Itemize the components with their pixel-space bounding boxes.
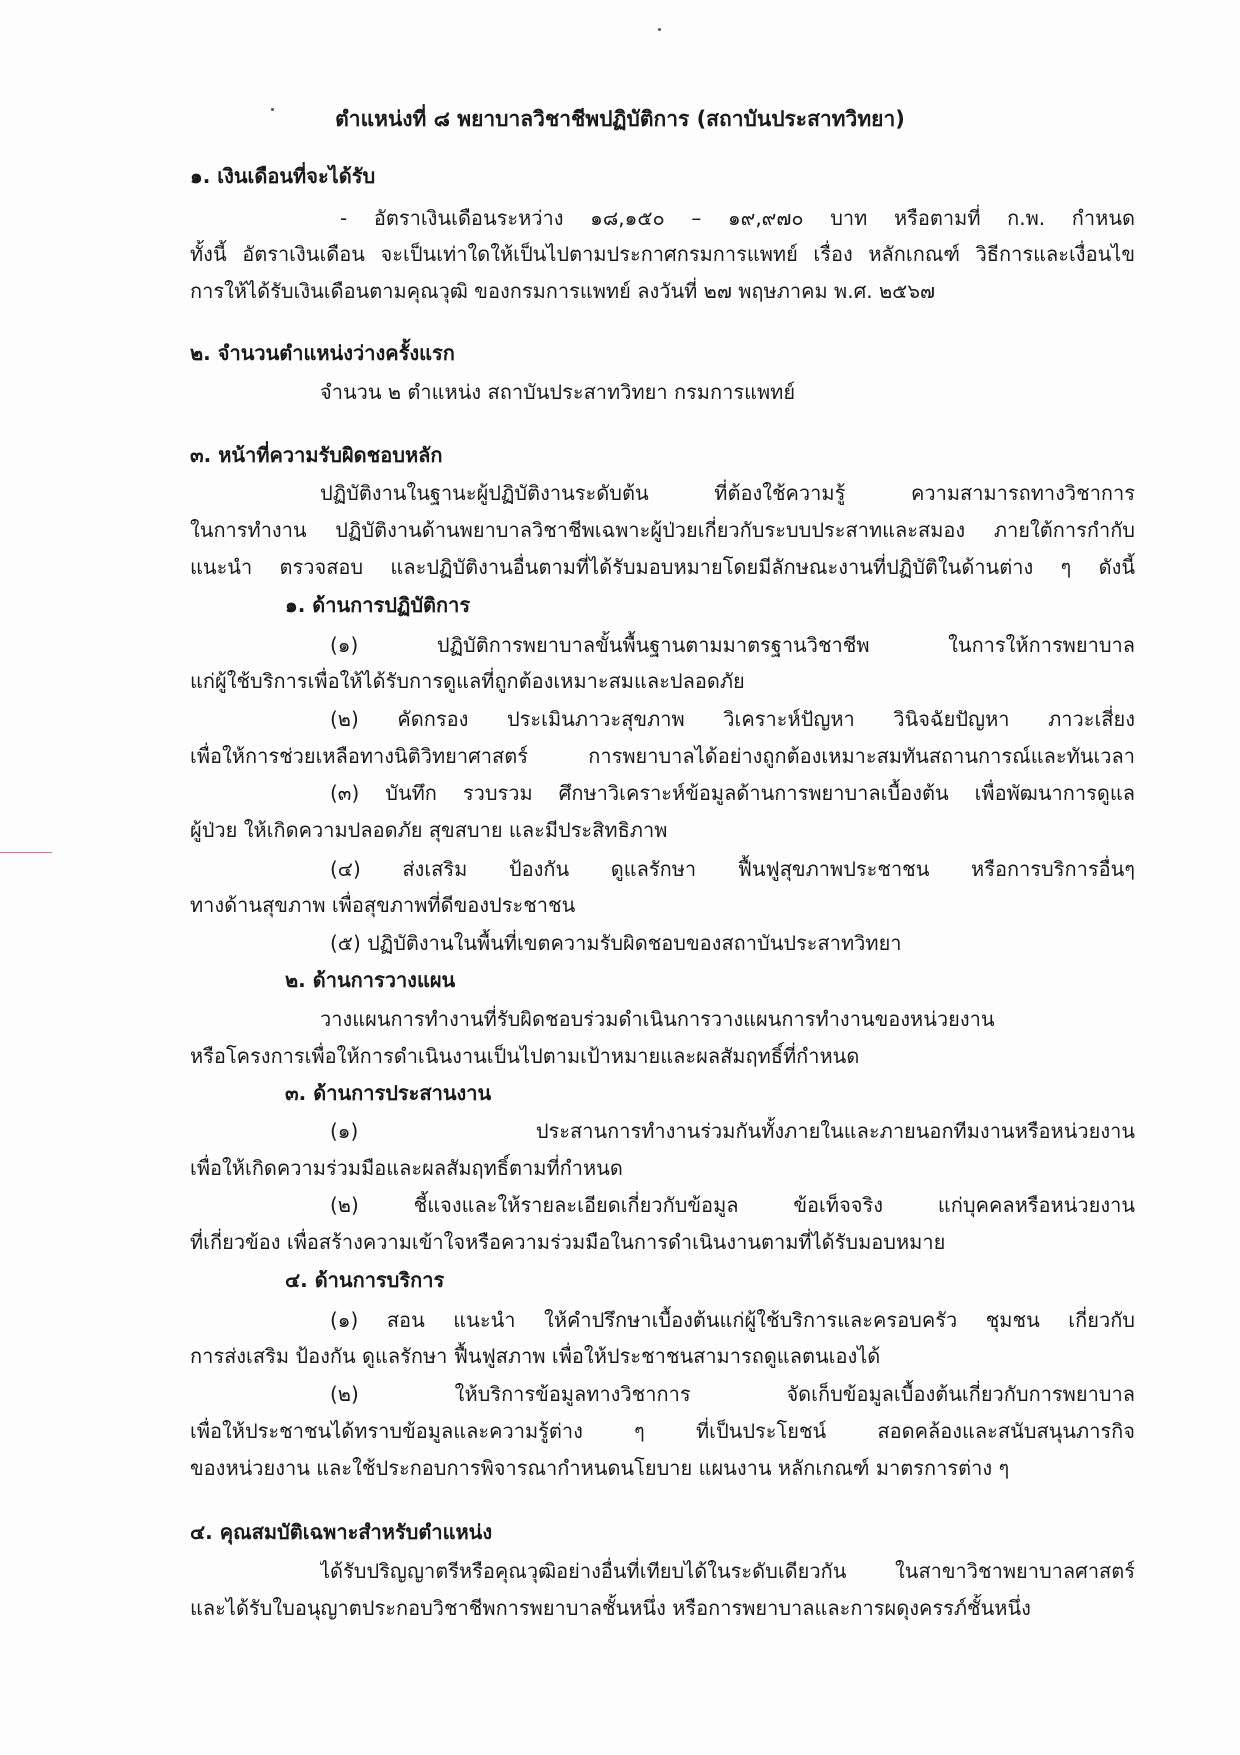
subsection-1-line: (๓) บันทึก รวบรวม ศึกษาวิเคราะห์ข้อมูลด้านการพยาบาลเบื้องต้น เพื่อพัฒนาการดูแล [330,781,1135,805]
subsection-3-line: ที่เกี่ยวข้อง เพื่อสร้างความเข้าใจหรือความร่วมมือในการดำเนินงานตามที่ได้รับมอบหมาย [190,1230,946,1254]
subsection-1-line: ผู้ป่วย ให้เกิดความปลอดภัย สุขสบาย และมีประสิทธิภาพ [190,818,668,842]
section-3-intro-line: ปฏิบัติงานในฐานะผู้ปฏิบัติงานระดับต้น ที่ต้องใช้ความรู้ ความสามารถทางวิชาการ [320,481,1135,505]
subsection-1-line: ทางด้านสุขภาพ เพื่อสุขภาพที่ดีของประชาชน [190,893,576,917]
section-3-heading: ๓. หน้าที่ความรับผิดชอบหลัก [190,443,443,467]
subsection-3-line: เพื่อให้เกิดความร่วมมือและผลสัมฤทธิ์ตามที่กำหนด [190,1156,623,1180]
section-1-heading: ๑. เงินเดือนที่จะได้รับ [190,164,376,188]
subsection-4-line: การส่งเสริม ป้องกัน ดูแลรักษา ฟื้นฟูสภาพ เพื่อให้ประชาชนสามารถดูแลตนเองได้ [190,1344,881,1368]
scan-speck [658,28,661,31]
subsection-2-heading: ๒. ด้านการวางแผน [285,968,456,992]
subsection-4-line: เพื่อให้ประชาชนได้ทราบข้อมูลและความรู้ต่าง ๆ ที่เป็นประโยชน์ สอดคล้องและสนับสนุนภารกิจ [190,1419,1135,1443]
subsection-4-line: ของหน่วยงาน และใช้ประกอบการพิจารณากำหนดนโยบาย แผนงาน หลักเกณฑ์ มาตรการต่าง ๆ [190,1456,1010,1480]
section-1-line: - อัตราเงินเดือนระหว่าง ๑๘,๑๕๐ – ๑๙,๙๗๐ บาท หรือตามที่ ก.พ. กำหนด [340,206,1135,230]
section-3-intro-line: ในการทำงาน ปฏิบัติงานด้านพยาบาลวิชาชีพเฉพาะผู้ป่วยเกี่ยวกับระบบประสาทและสมอง ภายใต้การกำกับ [190,518,1135,542]
margin-mark [0,852,52,853]
subsection-1-line: (๑) ปฏิบัติการพยาบาลขั้นพื้นฐานตามมาตรฐานวิชาชีพ ในการให้การพยาบาล [330,633,1135,657]
subsection-4-line: (๒) ให้บริการข้อมูลทางวิชาการ จัดเก็บข้อมูลเบื้องต้นเกี่ยวกับการพยาบาล [330,1382,1135,1406]
section-1-line: ทั้งนี้ อัตราเงินเดือน จะเป็นเท่าใดให้เป็นไปตามประกาศกรมการแพทย์ เรื่อง หลักเกณฑ์ วิธีการและเงื่อนไข [190,242,1135,266]
subsection-1-line: เพื่อให้การช่วยเหลือทางนิติวิทยาศาสตร์ การพยาบาลได้อย่างถูกต้องเหมาะสมทันสถานการณ์และทันเวลา [190,744,1135,768]
subsection-1-line: แก่ผู้ใช้บริการเพื่อให้ได้รับการดูแลที่ถูกต้องเหมาะสมและปลอดภัย [190,669,745,693]
section-4-line: และได้รับใบอนุญาตประกอบวิชาชีพการพยาบาลชั้นหนึ่ง หรือการพยาบาลและการผดุงครรภ์ชั้นหนึ่ง [190,1596,1031,1620]
subsection-1-line: (๒) คัดกรอง ประเมินภาวะสุขภาพ วิเคราะห์ปัญหา วินิจฉัยปัญหา ภาวะเสี่ยง [330,707,1135,731]
subsection-3-line: (๑) ประสานการทำงานร่วมกันทั้งภายในและภายนอกทีมงานหรือหน่วยงาน [330,1119,1135,1143]
subsection-3-line: (๒) ชี้แจงและให้รายละเอียดเกี่ยวกับข้อมูล ข้อเท็จจริง แก่บุคคลหรือหน่วยงาน [330,1193,1135,1217]
subsection-2-line: วางแผนการทำงานที่รับผิดชอบร่วมดำเนินการวางแผนการทำงานของหน่วยงาน [320,1007,995,1031]
section-4-heading: ๔. คุณสมบัติเฉพาะสำหรับตำแหน่ง [190,1520,493,1544]
section-4-line: ได้รับปริญญาตรีหรือคุณวุฒิอย่างอื่นที่เทียบได้ในระดับเดียวกัน ในสาขาวิชาพยาบาลศาสตร์ [320,1559,1135,1583]
subsection-1-heading: ๑. ด้านการปฏิบัติการ [285,593,471,617]
section-1-line: การให้ได้รับเงินเดือนตามคุณวุฒิ ของกรมการแพทย์ ลงวันที่ ๒๗ พฤษภาคม พ.ศ. ๒๕๖๗ [190,279,936,303]
page-title: ตำแหน่งที่ ๘ พยาบาลวิชาชีพปฏิบัติการ (สถาบันประสาทวิทยา) [335,107,905,131]
subsection-1-line: (๔) ส่งเสริม ป้องกัน ดูแลรักษา ฟื้นฟูสุขภาพประชาชน หรือการบริการอื่นๆ [330,857,1135,881]
subsection-3-heading: ๓. ด้านการประสานงาน [285,1081,492,1105]
section-2-line: จำนวน ๒ ตำแหน่ง สถาบันประสาทวิทยา กรมการแพทย์ [320,380,796,404]
subsection-2-line: หรือโครงการเพื่อให้การดำเนินงานเป็นไปตามเป้าหมายและผลสัมฤทธิ์ที่กำหนด [190,1044,860,1068]
section-2-heading: ๒. จำนวนตำแหน่งว่างครั้งแรก [190,341,455,365]
subsection-1-line: (๕) ปฏิบัติงานในพื้นที่เขตความรับผิดชอบของสถาบันประสาทวิทยา [330,931,902,955]
subsection-4-line: (๑) สอน แนะนำ ให้คำปรึกษาเบื้องต้นแก่ผู้ใช้บริการและครอบครัว ชุมชน เกี่ยวกับ [330,1308,1135,1332]
section-3-intro-line: แนะนำ ตรวจสอบ และปฏิบัติงานอื่นตามที่ได้รับมอบหมายโดยมีลักษณะงานที่ปฏิบัติในด้านต่าง ๆ ดังนี้ [190,555,1135,579]
subsection-4-heading: ๔. ด้านการบริการ [285,1268,445,1292]
